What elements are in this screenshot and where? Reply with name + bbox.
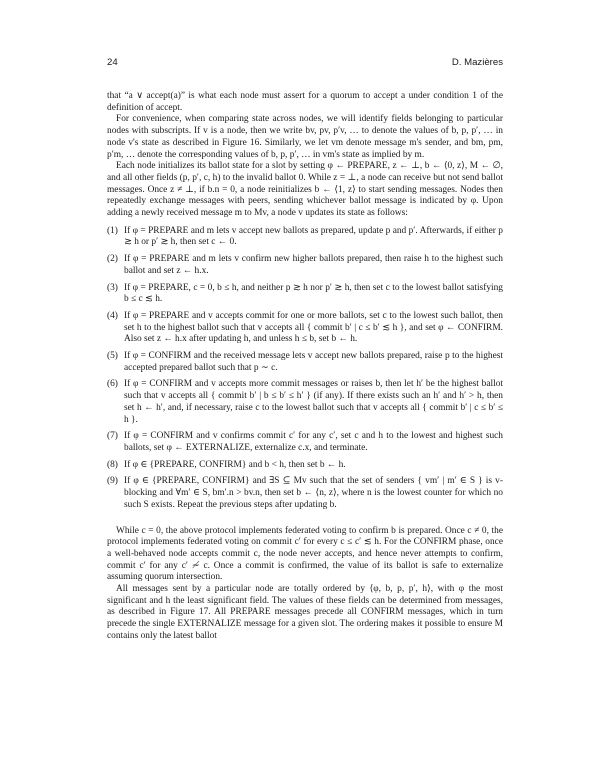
rule-item xyxy=(107,431,503,454)
rule-text: If φ ∈ {PREPARE, CONFIRM} and ∃S ⊆ Mv such that the set of senders { vm′ | m′ ∈ S } is v-blocking and ∀m′ ∈ S, bm′.n > bv.n, then set b ← ⟨n, z⟩, where n is the lowest counter for which no such S exists. Repeat the previous steps after updating b. xyxy=(124,476,503,510)
rule-number: (1) xyxy=(107,225,118,236)
rule-item xyxy=(107,283,503,306)
paragraph: All messages sent by a particular node are totally ordered by ⟨φ, b, p, p′, h⟩, with φ the most significant and h the least significant field. The values of these fields can be determined from messages, as described in Figure 17. All PREPARE messages precede all CONFIRM messages, which in turn precede the single EXTERNALIZE message for a given slot. The ordering makes it possible to ensure M contains only the latest ballot xyxy=(107,584,503,641)
running-author: D. Mazières xyxy=(451,57,503,68)
body-text xyxy=(107,91,503,643)
rule-item xyxy=(107,254,503,277)
rule-text: If φ = PREPARE and v accepts commit for one or more ballots, set c to the lowest such ballot, then set h to the highest ballot such that v accepts all { commit b′ | c ≤ b′ ≲ h }, and set φ ← CONFIRM. Also set z ← h.x after updating h, and unless h ≤ b, set b ← h. xyxy=(124,310,503,345)
rule-number: (9) xyxy=(107,476,118,487)
rule-text: If φ ∈ {PREPARE, CONFIRM} and b < h, then set b ← h. xyxy=(124,459,346,470)
rule-text: If φ = PREPARE, c = 0, b ≤ h, and neither p ≳ h nor p′ ≳ h, then set c to the lowest ballot satisfying b ≤ c ≲ h. xyxy=(124,282,503,305)
rule-text: If φ = CONFIRM and v confirms commit c′ for any c′, set c and h to the lowest and highest such ballots, set φ ← EXTERNALIZE, externalize c.x, and terminate. xyxy=(124,431,503,453)
rule-text: If φ = PREPARE and m lets v accept new ballots as prepared, update p and p′. Afterwards, if either p ≳ h or p′ ≳ h, then set c ← 0. xyxy=(124,225,503,248)
rule-text: If φ = PREPARE and m lets v confirm new higher ballots prepared, then raise h to the highest such ballot and set z ← h.x. xyxy=(124,254,503,276)
rule-number: (2) xyxy=(107,254,118,265)
rule-item xyxy=(107,460,503,472)
page-number: 24 xyxy=(107,57,118,68)
paragraph: that “a ∨ accept(a)” is what each node must assert for a quorum to accept a under condition 1 of the definition of accept. xyxy=(107,91,503,113)
rule-number: (3) xyxy=(107,282,118,293)
rule-item xyxy=(107,476,503,511)
rule-number: (6) xyxy=(107,379,118,390)
rule-number: (8) xyxy=(107,459,118,470)
rule-text: If φ = CONFIRM and the received message lets v accept new ballots prepared, raise p to the highest accepted prepared ballot such that p ∼ c. xyxy=(124,351,503,373)
rule-text: If φ = CONFIRM and v accepts more commit messages or raises b, then let h′ be the highest ballot such that v accepts all { commit b′ | b ≤ b′ ≤ h′ } (if any). If there exists such an h′ and h′ > h, then set h ← h′, and, if necessary, raise c to the lowest ballot such that v accepts all { commit b′ | c ≤ b′ ≤ h }. xyxy=(124,379,503,425)
paragraph: For convenience, when comparing state across nodes, we will identify fields belonging to particular nodes with subscripts. If v is a node, then we write bv, pv, p′v, … to denote the values of b, p, p′, … in node v's state as described in Figure 16. Similarly, we let vm denote message m's sender, and bm, pm, p′m, … denote the corresponding values of b, p, p′, … in vm's state as implied by m. xyxy=(107,114,503,160)
rule-item xyxy=(107,351,503,374)
rule-number: (4) xyxy=(107,310,118,321)
update-rules-list xyxy=(107,226,503,512)
paragraph: Each node initializes its ballot state for a slot by setting φ ← PREPARE, z ← ⊥, b ← ⟨0, z⟩, M ← ∅, and all other fields (p, p′, c, h) to the invalid ballot 0. While z = ⊥, a node can receive but not send ballot messages. Once z ≠ ⊥, if b.n = 0, a node reinitializes b ← ⟨1, z⟩ to start sending messages. Nodes then repeatedly exchange messages with peers, sending whichever ballot message is indicated by φ. Upon adding a newly received message m to Mv, a node v updates its state as follows: xyxy=(107,161,503,219)
paragraph: While c = 0, the above protocol implements federated voting to confirm b is prepared. Once c ≠ 0, the protocol implements federated voting on commit c′ for every c ≤ c′ ≲ h. For the CONFIRM phase, once a well-behaved node accepts commit c, the node never accepts, and hence never attempts to confirm, commit c′ for any c′ ≁ c. Once a commit is confirmed, the value of its ballot is safe to externalize assuming quorum intersection. xyxy=(107,525,503,583)
rule-item xyxy=(107,379,503,426)
rule-number: (7) xyxy=(107,431,118,442)
rule-item xyxy=(107,311,503,346)
rule-item xyxy=(107,226,503,249)
running-header xyxy=(107,57,503,71)
rule-number: (5) xyxy=(107,351,118,362)
